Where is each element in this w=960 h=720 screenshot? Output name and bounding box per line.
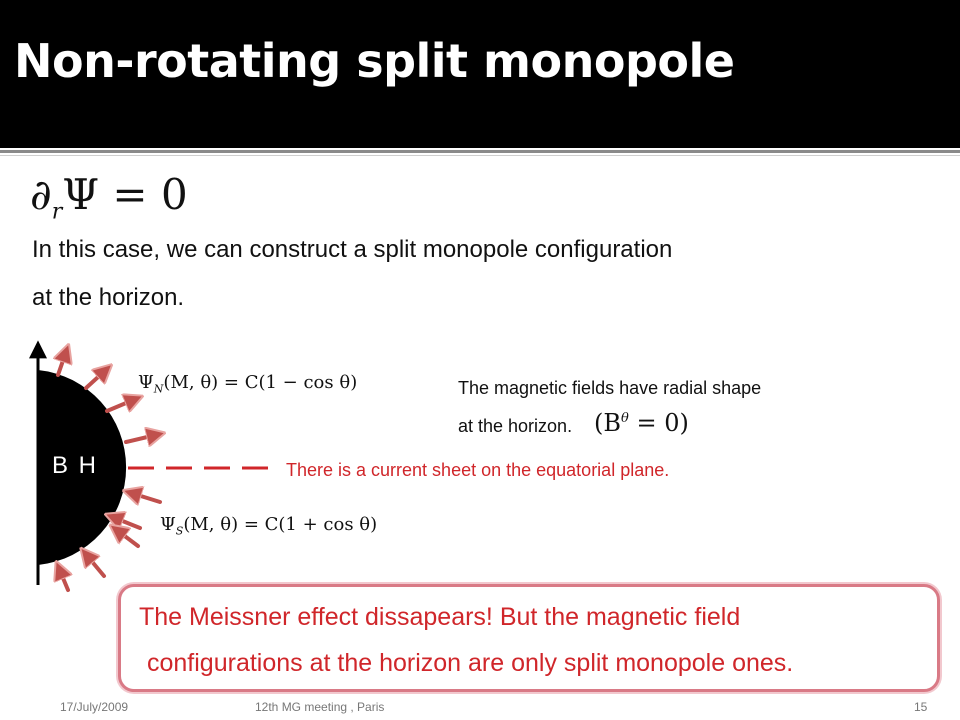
callout-line-2: configurations at the horizon are only split monopole ones.	[147, 649, 794, 677]
partial-symbol: ∂	[30, 170, 52, 219]
footer-date: 17/July/2009	[60, 700, 129, 714]
b-theta-sup: θ	[621, 411, 629, 426]
intro-line-1: In this case, we can construct a split monopole configuration	[32, 236, 673, 263]
intro-line-2: at the horizon.	[32, 284, 185, 311]
psi-north-args: (M, θ) = C(1 − cos θ)	[163, 372, 358, 393]
b-theta-open: (B	[594, 409, 621, 437]
equation-rest: Ψ = 0	[62, 170, 188, 219]
field-arrow-n3	[107, 398, 138, 411]
field-arrow-s5	[58, 566, 68, 590]
b-theta-close: = 0)	[628, 409, 689, 437]
footer-event: 12th MG meeting , Paris	[255, 700, 385, 714]
title-divider-thin	[0, 155, 960, 156]
psi-north-equation	[138, 372, 357, 396]
field-arrow-s3	[114, 528, 138, 546]
current-sheet-note: There is a current sheet on the equatorial plane.	[286, 460, 670, 480]
black-hole-label: B H	[52, 452, 99, 479]
title-divider	[0, 150, 960, 153]
partial-subscript: r	[51, 199, 63, 225]
title-bar	[0, 0, 960, 148]
field-arrow-n4	[126, 434, 160, 442]
b-theta-equation	[594, 409, 689, 437]
main-equation	[30, 170, 188, 224]
magnetic-field-note-1: The magnetic fields have radial shape	[458, 378, 762, 398]
psi-south-sub: S	[175, 524, 184, 538]
psi-north-symbol: Ψ	[138, 372, 154, 393]
magnetic-field-note-2: at the horizon.	[458, 416, 573, 436]
slide-title: Non-rotating split monopole	[14, 34, 735, 88]
field-arrow-s1	[128, 492, 160, 502]
meissner-callout	[118, 584, 940, 692]
psi-south-symbol: Ψ	[160, 514, 176, 535]
psi-south-equation	[160, 514, 377, 538]
footer-page-number: 15	[914, 700, 928, 714]
psi-north-sub: N	[153, 382, 164, 396]
black-hole-diagram	[0, 330, 300, 600]
field-arrow-n2	[86, 368, 108, 388]
psi-south-args: (M, θ) = C(1 + cos θ)	[183, 514, 378, 535]
callout-line-1: The Meissner effect dissapears! But the magnetic field	[139, 603, 741, 631]
field-arrow-n1	[58, 349, 67, 375]
field-arrow-s4	[84, 552, 104, 576]
